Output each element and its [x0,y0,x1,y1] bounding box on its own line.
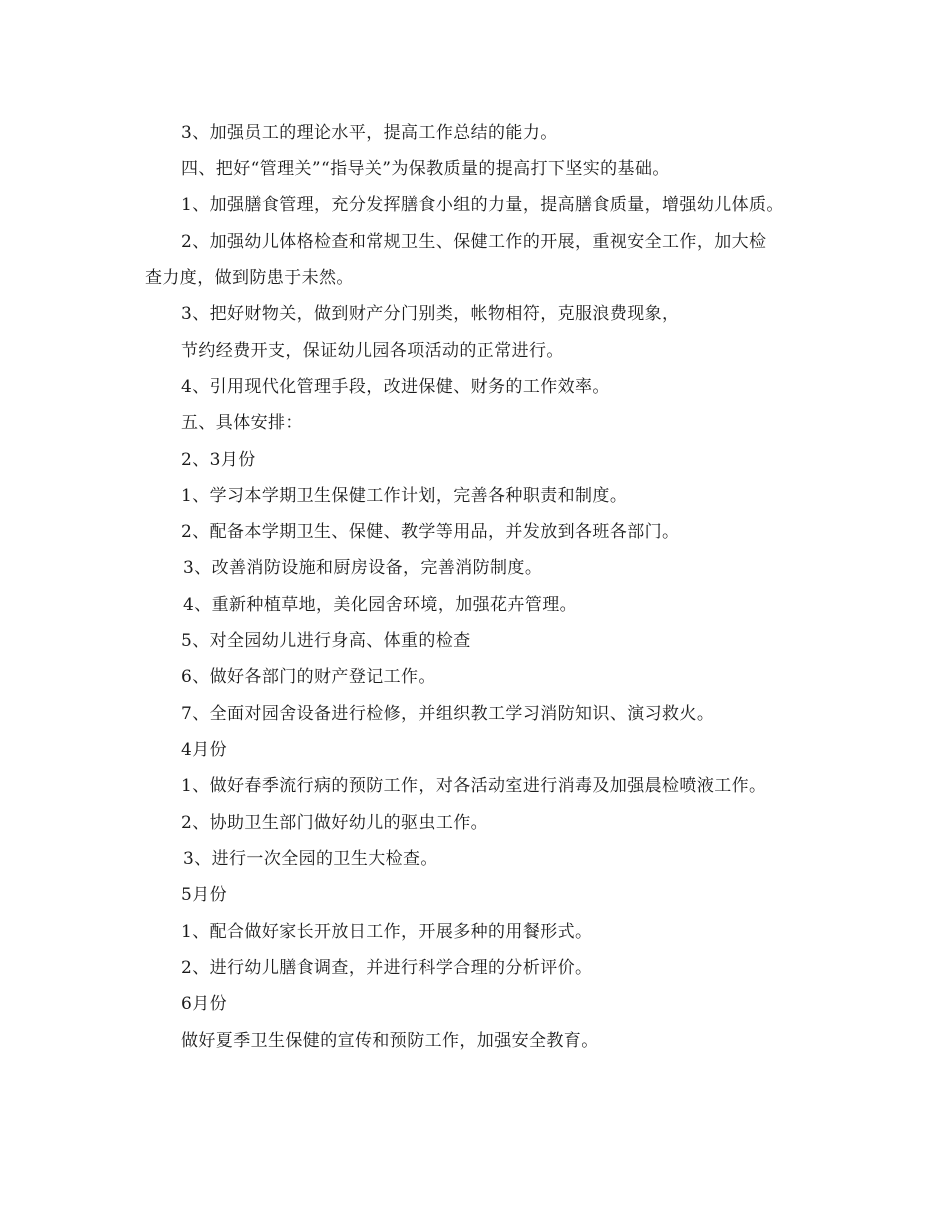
paragraph: 3、加强员工的理论水平，提高工作总结的能力。 [181,123,558,143]
paragraph: 1、做好春季流行病的预防工作，对各活动室进行消毒及加强晨检喷液工作。 [181,776,767,796]
paragraph: 2、加强幼儿体格检查和常规卫生、保健工作的开展，重视安全工作，加大检 [181,232,767,252]
paragraph: 做好夏季卫生保健的宣传和预防工作，加强安全教育。 [181,1031,599,1051]
month-heading: 4月份 [181,740,228,760]
month-heading: 6月份 [181,994,228,1014]
paragraph: 6、做好各部门的财产登记工作。 [181,667,436,687]
section-heading: 四、把好“管理关”“指导关”为保教质量的提高打下坚实的基础。 [181,159,670,179]
paragraph: 1、配合做好家长开放日工作，开展多种的用餐形式。 [181,922,593,942]
section-heading: 五、具体安排： [181,413,303,433]
paragraph: 7、全面对园舍设备进行检修，并组织教工学习消防知识、演习救火。 [181,704,715,724]
paragraph: 4、重新种植草地，美化园舍环境，加强花卉管理。 [183,595,578,615]
paragraph: 3、改善消防设施和厨房设备，完善消防制度。 [183,558,543,578]
paragraph: 5、对全园幼儿进行身高、体重的检查 [181,631,471,651]
paragraph: 2、配备本学期卫生、保健、教学等用品，并发放到各班各部门。 [181,522,680,542]
paragraph: 2、协助卫生部门做好幼儿的驱虫工作。 [181,813,489,833]
paragraph: 1、加强膳食管理，充分发挥膳食小组的力量，提高膳食质量，增强幼儿体质。 [181,195,784,215]
month-heading: 2、3月份 [181,450,256,470]
paragraph: 2、进行幼儿膳食调查，并进行科学合理的分析评价。 [181,958,593,978]
paragraph: 3、进行一次全园的卫生大检查。 [183,849,438,869]
paragraph: 节约经费开支，保证幼儿园各项活动的正常进行。 [181,341,564,361]
paragraph: 4、引用现代化管理手段，改进保健、财务的工作效率。 [181,377,610,397]
paragraph-continuation: 查力度，做到防患于未然。 [145,268,354,288]
paragraph: 3、把好财物关，做到财产分门别类，帐物相符，克服浪费现象， [181,304,680,324]
month-heading: 5月份 [181,885,228,905]
paragraph: 1、学习本学期卫生保健工作计划，完善各种职责和制度。 [181,486,628,506]
